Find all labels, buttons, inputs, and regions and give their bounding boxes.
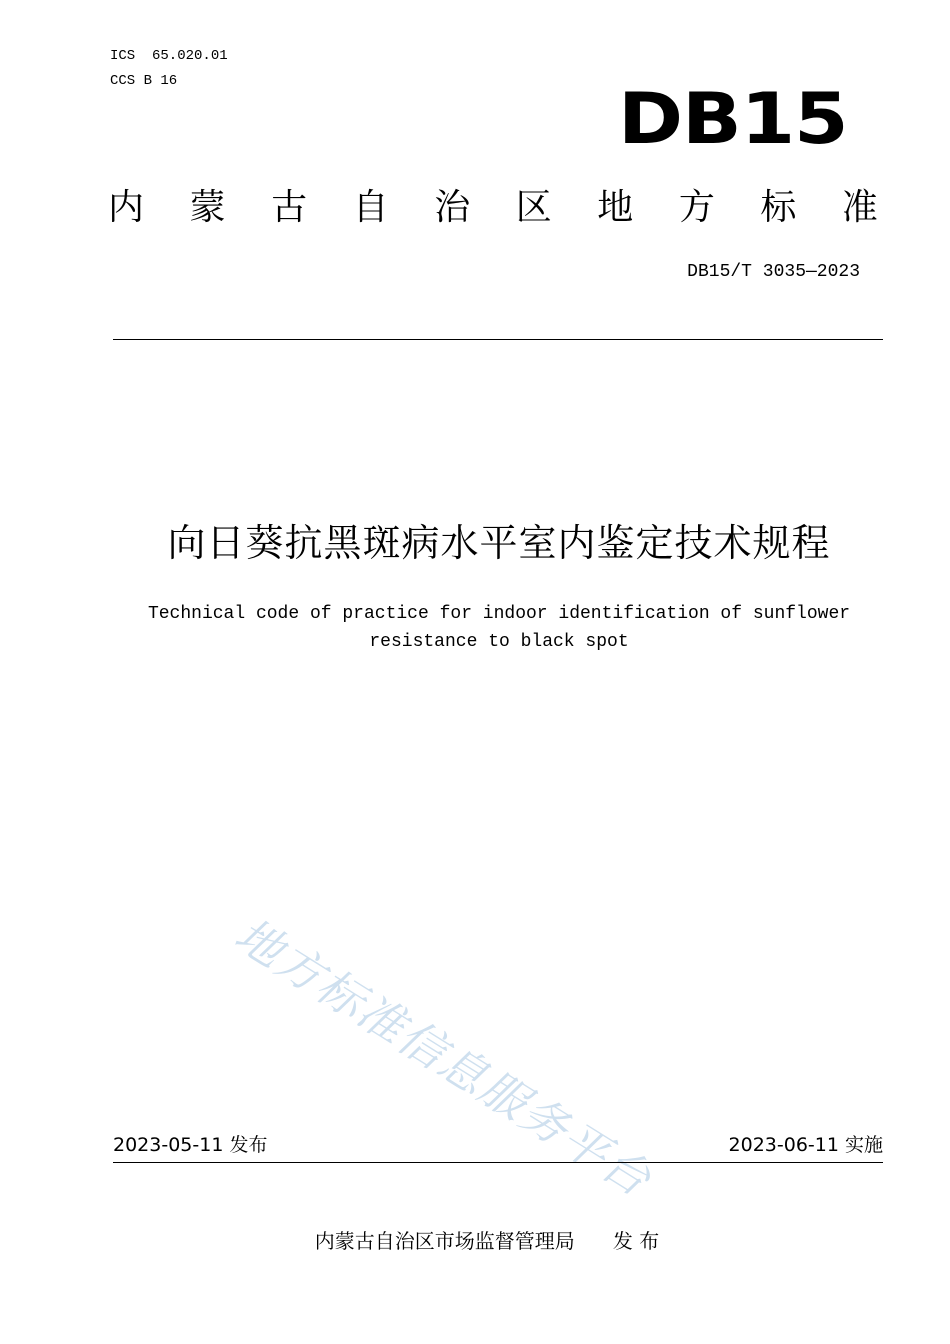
watermark: 地方标准信息服务平台 <box>225 907 662 1208</box>
bottom-divider <box>113 1162 883 1163</box>
standard-type-char: 内 <box>108 187 145 228</box>
english-title-line: resistance to black spot <box>369 632 629 652</box>
standard-type-char: 区 <box>515 187 552 228</box>
english-title <box>0 600 950 656</box>
standard-type-title <box>108 186 878 230</box>
ccs-code: CCS B 16 <box>110 73 178 89</box>
db15-logo: DB15 <box>618 78 848 160</box>
english-title-line: Technical code of practice for indoor identification of sunflower <box>147 604 851 624</box>
publisher <box>0 1228 950 1254</box>
implementation-date: 2023-06-11 实施 <box>728 1134 883 1156</box>
chinese-title: 向日葵抗黑斑病水平室内鉴定技术规程 <box>167 521 831 565</box>
top-divider <box>113 339 883 340</box>
standard-type-char: 治 <box>434 187 471 228</box>
standard-type-char: 方 <box>678 187 715 228</box>
issue-date: 2023-05-11 发布 <box>113 1134 268 1156</box>
publisher-action: 发 布 <box>612 1229 660 1253</box>
standard-type-char: 准 <box>841 187 878 228</box>
ics-code: ICS 65.020.01 <box>110 48 228 64</box>
standard-number: DB15/T 3035—2023 <box>687 262 860 282</box>
publisher-name: 内蒙古自治区市场监督管理局 <box>314 1229 575 1253</box>
standard-type-char: 古 <box>271 187 308 228</box>
standard-type-char: 标 <box>760 187 797 228</box>
standard-type-char: 蒙 <box>189 187 226 228</box>
standard-type-char: 自 <box>352 187 389 228</box>
standard-type-char: 地 <box>597 187 634 228</box>
